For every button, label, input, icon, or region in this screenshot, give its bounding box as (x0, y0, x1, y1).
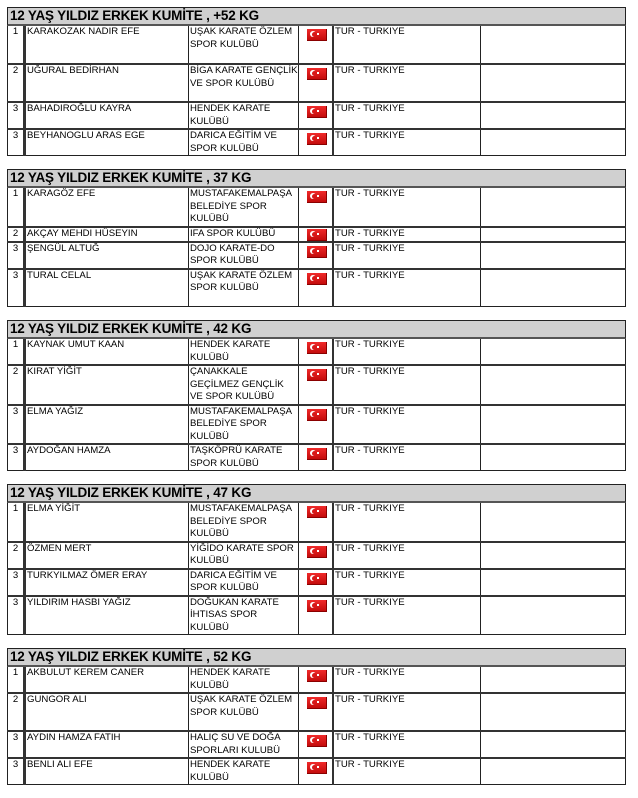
results-table (7, 667, 626, 785)
empty-cell (481, 596, 626, 635)
rank-cell: 2 (8, 227, 25, 242)
table-row (8, 242, 626, 269)
empty-cell (481, 758, 626, 785)
turkey-flag-icon (307, 106, 327, 118)
athlete-name: ELMA YİĞİT (25, 503, 189, 542)
category-title: 12 YAŞ YILDIZ ERKEK KUMİTE , 47 KG (7, 484, 626, 503)
rank-cell: 1 (8, 339, 25, 365)
rank-cell: 2 (8, 64, 25, 102)
table-row (8, 731, 626, 758)
empty-cell (481, 188, 626, 227)
rank-cell: 3 (8, 102, 25, 129)
country: TUR - TURKIYE (333, 102, 481, 129)
athlete-name: AYDIN HAMZA FATIH (25, 731, 189, 758)
rank-cell: 3 (8, 444, 25, 471)
country: TUR - TURKIYE (333, 227, 481, 242)
rank-cell: 3 (8, 731, 25, 758)
club-name: HENDEK KARATE KULÜBÜ (189, 758, 299, 785)
empty-cell (481, 26, 626, 64)
country: TUR - TURKIYE (333, 242, 481, 269)
country: TUR - TURKIYE (333, 269, 481, 307)
athlete-name: ELMA YAĞIZ (25, 405, 189, 445)
athlete-name: KARAGÖZ EFE (25, 188, 189, 227)
category-section (7, 320, 626, 471)
country: TUR - TURKIYE (333, 693, 481, 731)
country: TUR - TURKIYE (333, 596, 481, 635)
empty-cell (481, 242, 626, 269)
club-name: HENDEK KARATE KULÜBÜ (189, 339, 299, 365)
turkey-flag-icon (307, 670, 327, 682)
empty-cell (481, 667, 626, 693)
athlete-name: TURAL CELAL (25, 269, 189, 307)
rank-cell: 3 (8, 242, 25, 269)
category-section (7, 7, 626, 156)
club-name: UŞAK KARATE ÖZLEM SPOR KULÜBÜ (189, 693, 299, 731)
country: TUR - TURKIYE (333, 667, 481, 693)
table-row (8, 26, 626, 64)
table-row (8, 365, 626, 405)
category-title: 12 YAŞ YILDIZ ERKEK KUMİTE , +52 KG (7, 7, 626, 26)
table-row (8, 758, 626, 785)
athlete-name: AKÇAY MEHDI HÜSEYIN (25, 227, 189, 242)
athlete-name: ÖZMEN MERT (25, 542, 189, 569)
results-table (7, 26, 626, 156)
table-row (8, 542, 626, 569)
country: TUR - TURKIYE (333, 758, 481, 785)
table-row (8, 64, 626, 102)
club-name: MUSTAFAKEMALPAŞA BELEDİYE SPOR KULÜBÜ (189, 188, 299, 227)
rank-cell: 2 (8, 693, 25, 731)
country: TUR - TURKIYE (333, 444, 481, 471)
rank-cell: 3 (8, 758, 25, 785)
turkey-flag-icon (307, 191, 327, 203)
athlete-name: AYDOĞAN HAMZA (25, 444, 189, 471)
rank-cell: 1 (8, 667, 25, 693)
empty-cell (481, 365, 626, 405)
turkey-flag-icon (307, 133, 327, 145)
athlete-name: ŞENGÜL ALTUĞ (25, 242, 189, 269)
rank-cell: 3 (8, 129, 25, 156)
club-name: IFA SPOR KULÜBÜ (189, 227, 299, 242)
athlete-name: KAYNAK UMUT KAAN (25, 339, 189, 365)
category-section (7, 648, 626, 785)
turkey-flag-icon (307, 369, 327, 381)
table-row (8, 129, 626, 156)
table-row (8, 596, 626, 635)
country: TUR - TURKIYE (333, 405, 481, 445)
category-title: 12 YAŞ YILDIZ ERKEK KUMİTE , 37 KG (7, 169, 626, 188)
club-name: UŞAK KARATE ÖZLEM SPOR KULÜBÜ (189, 269, 299, 307)
club-name: MUSTAFAKEMALPAŞA BELEDİYE SPOR KULÜBÜ (189, 405, 299, 445)
table-row (8, 188, 626, 227)
turkey-flag-icon (307, 600, 327, 612)
turkey-flag-icon (307, 246, 327, 258)
table-row (8, 693, 626, 731)
country: TUR - TURKIYE (333, 26, 481, 64)
country: TUR - TURKIYE (333, 188, 481, 227)
country: TUR - TURKIYE (333, 731, 481, 758)
rank-cell: 3 (8, 569, 25, 596)
club-name: ÇANAKKALE GEÇİLMEZ GENÇLİK VE SPOR KULÜBÜ (189, 365, 299, 405)
turkey-flag-icon (307, 342, 327, 354)
athlete-name: GUNGOR ALI (25, 693, 189, 731)
rank-cell: 3 (8, 596, 25, 635)
turkey-flag-icon (307, 573, 327, 585)
rank-cell: 3 (8, 405, 25, 445)
country: TUR - TURKIYE (333, 542, 481, 569)
rank-cell: 2 (8, 542, 25, 569)
turkey-flag-icon (307, 697, 327, 709)
turkey-flag-icon (307, 506, 327, 518)
empty-cell (481, 102, 626, 129)
turkey-flag-icon (307, 448, 327, 460)
country: TUR - TURKIYE (333, 64, 481, 102)
athlete-name: BEYHANOGLU ARAS EGE (25, 129, 189, 156)
empty-cell (481, 569, 626, 596)
club-name: HENDEK KARATE KULÜBÜ (189, 102, 299, 129)
club-name: BİGA KARATE GENÇLİK VE SPOR KULÜBÜ (189, 64, 299, 102)
turkey-flag-icon (307, 273, 327, 285)
empty-cell (481, 339, 626, 365)
club-name: MUSTAFAKEMALPAŞA BELEDİYE SPOR KULÜBÜ (189, 503, 299, 542)
table-row (8, 339, 626, 365)
turkey-flag-icon (307, 68, 327, 80)
turkey-flag-icon (307, 735, 327, 747)
table-row (8, 269, 626, 307)
table-row (8, 444, 626, 471)
empty-cell (481, 227, 626, 242)
club-name: DOJO KARATE-DO SPOR KULÜBÜ (189, 242, 299, 269)
empty-cell (481, 503, 626, 542)
rank-cell: 1 (8, 26, 25, 64)
table-row (8, 503, 626, 542)
turkey-flag-icon (307, 762, 327, 774)
athlete-name: YILDIRIM HASBI YAĞIZ (25, 596, 189, 635)
club-name: DARICA EĞİTİM VE SPOR KULÜBÜ (189, 569, 299, 596)
athlete-name: KIRAT YİĞİT (25, 365, 189, 405)
country: TUR - TURKIYE (333, 339, 481, 365)
results-table (7, 339, 626, 471)
country: TUR - TURKIYE (333, 365, 481, 405)
empty-cell (481, 129, 626, 156)
empty-cell (481, 693, 626, 731)
empty-cell (481, 731, 626, 758)
turkey-flag-icon (307, 29, 327, 41)
club-name: DARICA EĞİTİM VE SPOR KULÜBÜ (189, 129, 299, 156)
athlete-name: AKBULUT KEREM CANER (25, 667, 189, 693)
results-document (7, 7, 626, 798)
country: TUR - TURKIYE (333, 569, 481, 596)
club-name: YİĞİDO KARATE SPOR KULÜBÜ (189, 542, 299, 569)
athlete-name: BAHADIROĞLU KAYRA (25, 102, 189, 129)
athlete-name: KARAKOZAK NADIR EFE (25, 26, 189, 64)
rank-cell: 3 (8, 269, 25, 307)
athlete-name: UĞURAL BEDİRHAN (25, 64, 189, 102)
athlete-name: TURKYILMAZ ÖMER ERAY (25, 569, 189, 596)
turkey-flag-icon (307, 546, 327, 558)
results-table (7, 503, 626, 635)
turkey-flag-icon (307, 409, 327, 421)
category-section (7, 169, 626, 307)
results-table (7, 188, 626, 307)
club-name: UŞAK KARATE ÖZLEM SPOR KULÜBÜ (189, 26, 299, 64)
table-row (8, 102, 626, 129)
table-row (8, 569, 626, 596)
table-row (8, 667, 626, 693)
empty-cell (481, 405, 626, 445)
empty-cell (481, 269, 626, 307)
athlete-name: BENLI ALI EFE (25, 758, 189, 785)
club-name: HENDEK KARATE KULÜBÜ (189, 667, 299, 693)
category-title: 12 YAŞ YILDIZ ERKEK KUMİTE , 52 KG (7, 648, 626, 667)
rank-cell: 2 (8, 365, 25, 405)
country: TUR - TURKIYE (333, 503, 481, 542)
rank-cell: 1 (8, 188, 25, 227)
empty-cell (481, 64, 626, 102)
turkey-flag-icon (307, 229, 327, 241)
rank-cell: 1 (8, 503, 25, 542)
club-name: TAŞKÖPRÜ KARATE SPOR KULÜBÜ (189, 444, 299, 471)
table-row (8, 227, 626, 242)
category-title: 12 YAŞ YILDIZ ERKEK KUMİTE , 42 KG (7, 320, 626, 339)
club-name: DOĞUKAN KARATE İHTISAS SPOR KULÜBÜ (189, 596, 299, 635)
category-section (7, 484, 626, 635)
empty-cell (481, 542, 626, 569)
empty-cell (481, 444, 626, 471)
club-name: HALIÇ SU VE DOĞA SPORLARI KULUBÜ (189, 731, 299, 758)
table-row (8, 405, 626, 445)
country: TUR - TURKIYE (333, 129, 481, 156)
